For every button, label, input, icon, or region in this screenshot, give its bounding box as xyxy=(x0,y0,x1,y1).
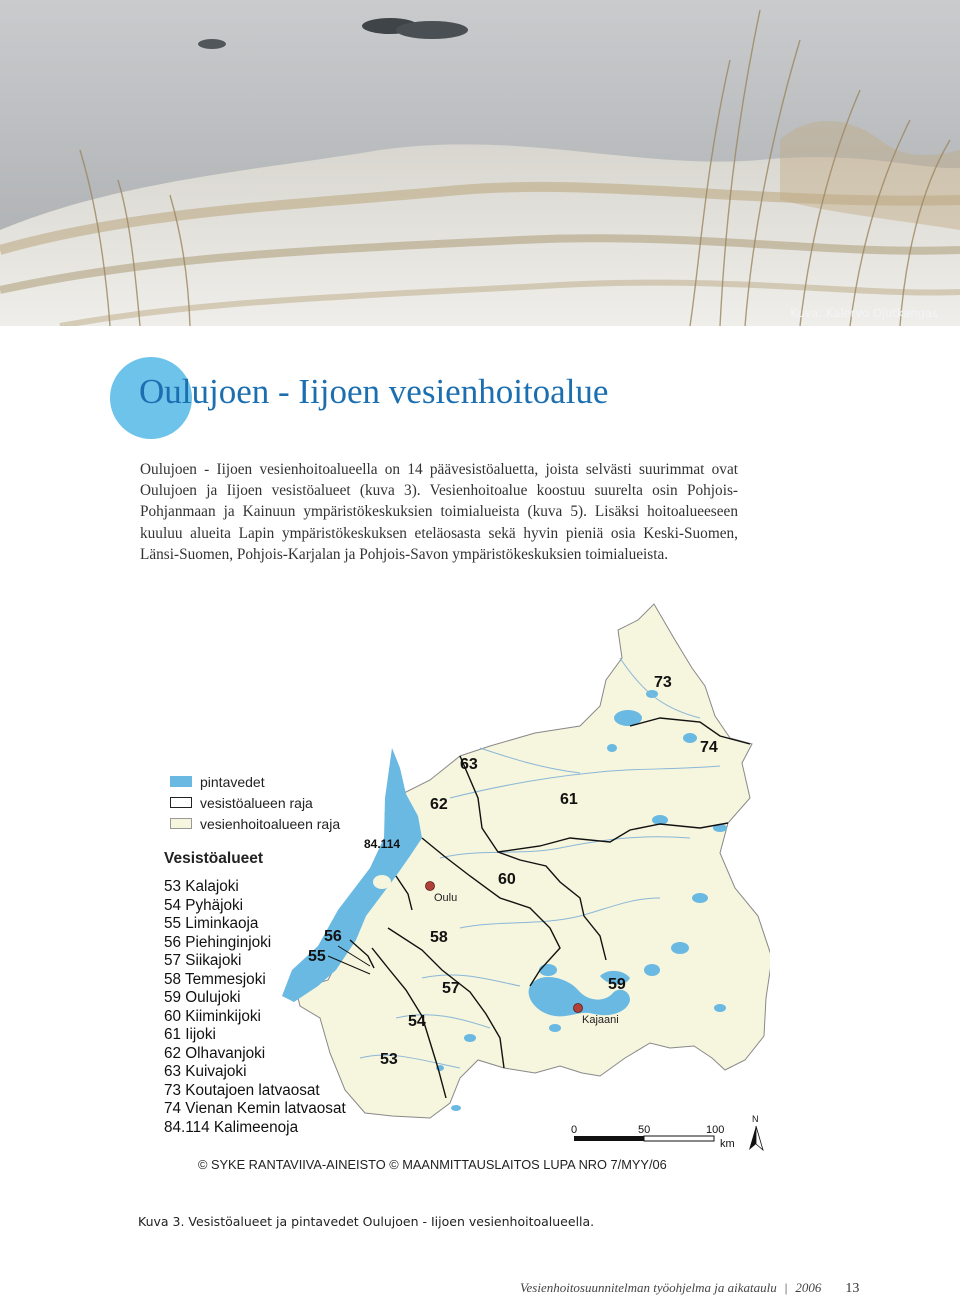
basins-title: Vesistöalueet xyxy=(164,850,264,867)
district-area xyxy=(296,604,770,1118)
legend-label-basin-border: vesistöalueen raja xyxy=(200,794,313,811)
basin-item: 61 Iijoki xyxy=(164,1026,216,1043)
basin-border-swatch xyxy=(170,797,192,808)
basin-item: 84.114 Kalimeenoja xyxy=(164,1118,299,1136)
page-footer xyxy=(520,1280,859,1297)
oulu-marker xyxy=(426,882,435,891)
photo-credit: Kuva: Kalervo Ojutkangas xyxy=(790,306,938,320)
footer-year: 2006 xyxy=(795,1280,822,1295)
basin-item: 59 Oulujoki xyxy=(164,989,241,1006)
scale-label-50: 50 xyxy=(638,1124,651,1136)
area-label-62: 62 xyxy=(430,796,448,813)
area-label-61: 61 xyxy=(560,791,578,808)
area-label-56: 56 xyxy=(324,928,342,945)
footer-separator: | xyxy=(784,1280,788,1295)
basins-list xyxy=(164,878,346,1137)
scale-bar xyxy=(571,1124,735,1150)
basin-item: 73 Koutajoen latvaosat xyxy=(164,1081,320,1099)
header-photo xyxy=(0,0,960,326)
area-label-53: 53 xyxy=(380,1051,398,1068)
basin-item: 54 Pyhäjoki xyxy=(164,896,244,914)
city-label-oulu: Oulu xyxy=(434,892,458,904)
page-title: Oulujoen - Iijoen vesienhoitoalue xyxy=(139,372,609,411)
basin-item: 60 Kiiminkijoki xyxy=(164,1007,261,1025)
area-label-74: 74 xyxy=(700,739,718,756)
area-label-55: 55 xyxy=(308,948,326,965)
basin-item: 74 Vienan Kemin latvaosat xyxy=(164,1100,346,1117)
basin-item: 56 Piehinginjoki xyxy=(164,933,272,951)
district-border-swatch xyxy=(170,818,192,829)
legend-row-basin-border xyxy=(170,792,340,813)
basin-item: 53 Kalajoki xyxy=(164,878,239,895)
footer-title: Vesienhoitosuunnitelman työohjelma ja aikataulu xyxy=(520,1280,777,1295)
intro-paragraph: Oulujoen - Iijoen vesienhoitoalueella on 14 päävesistöaluetta, joista selvästi suurimmat ovat Oulujoen ja Iijoen vesistöalueet (kuva 3). Vesienhoitoalue koostuu suurelta osin Pohjois-Pohjanmaan ja Kainuun ympäristökeskuksien toimialueista (kuva 5). Lisäksi hoitoalueeseen kuuluu alueita Lapin ympäristökeskuksen eteläosasta sekä hyvin pieniä osia Keski-Suomen, Länsi-Suomen, Pohjois-Karjalan ja Pohjois-Savon ympäristökeskuksien toimialueista. xyxy=(140,461,738,563)
city-label-kajaani: Kajaani xyxy=(582,1014,619,1026)
area-label-58: 58 xyxy=(430,929,448,946)
north-label: N xyxy=(752,1114,759,1124)
legend-row-district-border xyxy=(170,813,340,834)
area-label-60: 60 xyxy=(498,871,516,888)
kajaani-marker xyxy=(574,1004,583,1013)
scale-label-0: 0 xyxy=(571,1124,578,1136)
basin-item: 55 Liminkaoja xyxy=(164,915,259,932)
map-copyright: © SYKE RANTAVIIVA-AINEISTO © MAANMITTAUSLAITOS LUPA NRO 7/MYY/06 xyxy=(198,1157,667,1172)
scale-unit: km xyxy=(720,1138,735,1150)
water-swatch xyxy=(170,776,192,787)
north-arrow-icon xyxy=(749,1114,763,1150)
area-label-73: 73 xyxy=(654,674,672,691)
figure-caption: Kuva 3. Vesistöalueet ja pintavedet Oulujoen - Iijoen vesienhoitoalueella. xyxy=(138,1214,595,1229)
scale-label-100: 100 xyxy=(706,1124,725,1136)
legend-label-water: pintavedet xyxy=(200,773,265,790)
basin-item: 57 Siikajoki xyxy=(164,952,242,969)
legend-label-district-border: vesienhoitoalueen raja xyxy=(200,815,341,832)
basin-item: 62 Olhavanjoki xyxy=(164,1044,266,1062)
area-label-63: 63 xyxy=(460,756,478,773)
page-number: 13 xyxy=(845,1281,860,1296)
map-legend xyxy=(170,771,340,834)
legend-row-water xyxy=(170,771,340,792)
island xyxy=(373,875,391,889)
area-label-54: 54 xyxy=(408,1013,426,1030)
area-label-84-114: 84.114 xyxy=(364,837,401,851)
area-label-57: 57 xyxy=(442,980,460,997)
basin-item: 58 Temmesjoki xyxy=(164,970,266,988)
basin-item: 63 Kuivajoki xyxy=(164,1063,247,1080)
area-label-59: 59 xyxy=(608,976,626,993)
